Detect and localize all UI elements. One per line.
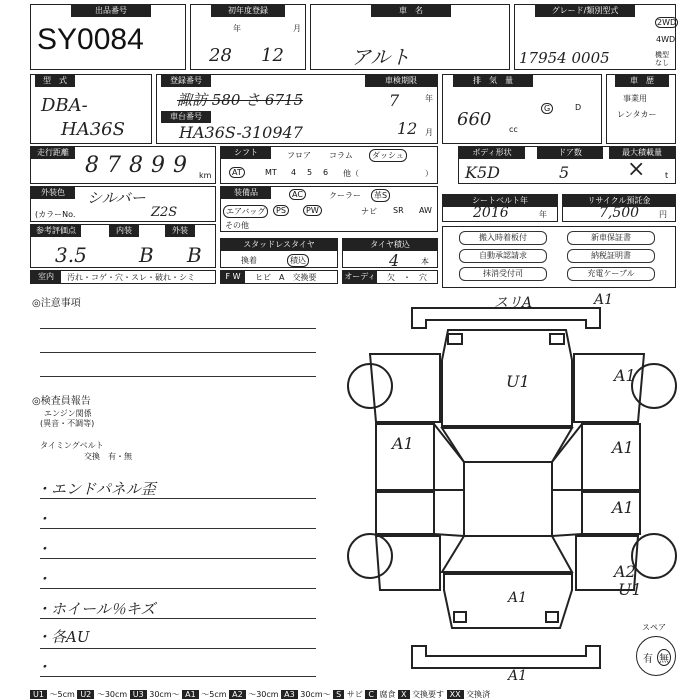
note-rule-6 <box>40 648 316 649</box>
drive-2wd: 2WD <box>657 18 677 27</box>
fw-items: ヒビ A 交換要 <box>255 273 317 282</box>
caution-line-1 <box>40 328 316 329</box>
shift-6: 6 <box>323 168 329 177</box>
mileage-label: 走行距離 <box>31 147 75 159</box>
insp-month: 12 <box>397 119 418 138</box>
windshield <box>442 428 572 462</box>
rear-window <box>442 536 572 572</box>
insp-year: 7 <box>389 91 400 110</box>
note-rule-7 <box>40 676 316 677</box>
shift-mt: MT <box>265 168 277 177</box>
first-reg-label: 初年度登録 <box>211 5 285 17</box>
interior-condition-label: 室内 <box>31 271 61 283</box>
first-reg-year: 28 <box>209 45 232 66</box>
capacity-value: × <box>627 157 646 182</box>
shift-label: シフト <box>221 147 271 159</box>
name-label: 車 名 <box>371 5 451 17</box>
doc-charge-cable: 充電ケーブル <box>567 267 655 281</box>
recycle-value: 7,500 <box>599 205 640 221</box>
capacity-label: 最大積載量 <box>609 147 675 159</box>
color-box <box>30 186 216 222</box>
shift-other: 他（ <box>343 169 359 178</box>
history-business: 事業用 <box>623 94 647 103</box>
engine-sub: (異音・不調等) <box>40 419 95 428</box>
spare-value: 有 <box>643 654 653 665</box>
name-box <box>310 4 510 70</box>
interior-grade-value: B <box>139 243 154 267</box>
body-box <box>458 146 676 184</box>
displacement-box <box>442 74 602 144</box>
interior-condition-box <box>30 270 216 284</box>
grade-label: グレード/類別型式 <box>535 5 635 17</box>
shift-box <box>220 146 438 184</box>
equip-aw: AW <box>419 206 432 215</box>
spare-label: スペア <box>642 623 666 632</box>
tire-unit: 本 <box>421 257 429 266</box>
legend-v-5: 30cm～ <box>300 690 331 699</box>
equip-cooler: クーラー <box>329 191 361 200</box>
doc-tax-certificate: 納税証明書 <box>567 249 655 263</box>
tire-box <box>342 238 438 268</box>
legend-v-2: 30cm～ <box>149 690 180 699</box>
note-line-4: ・ <box>36 570 52 588</box>
equipment-box <box>220 186 438 232</box>
equip-ps: PS <box>273 205 289 216</box>
legend-v-6: サビ <box>346 690 363 699</box>
docs-box <box>442 226 676 288</box>
caution-title: ◎注意事項 <box>32 298 81 309</box>
legend-k-5: A3 <box>281 690 298 699</box>
month-unit: 月 <box>293 24 301 33</box>
equip-sr: SR <box>393 206 404 215</box>
year-unit: 年 <box>233 24 241 33</box>
tire-label: タイヤ積込 <box>343 239 437 251</box>
legend-k-4: A2 <box>229 690 246 699</box>
chassis-label: 車台番号 <box>161 111 211 123</box>
exterior-grade-label: 外装 <box>165 225 195 237</box>
legend-k-9: XX <box>447 690 464 699</box>
capacity-unit: t <box>665 171 669 180</box>
front-right-fender <box>574 354 644 422</box>
studless-load: 積込 <box>287 254 309 267</box>
displacement-label: 排 気 量 <box>453 75 533 87</box>
score-label: 参考評価点 <box>31 225 81 237</box>
studless-swap: 換着 <box>241 256 257 265</box>
first-reg-box <box>190 4 306 70</box>
timing-sub: 交換 有・無 <box>84 452 132 461</box>
model-value-2: HA36S <box>61 119 125 140</box>
seatbelt-year-unit: 年 <box>539 210 547 219</box>
equip-ac: AC <box>289 189 306 200</box>
shift-other-close: ） <box>425 169 433 178</box>
legend-v-9: 交換済 <box>466 690 491 699</box>
rear-left-quarter <box>376 536 440 590</box>
note-rule-4 <box>40 588 316 589</box>
note-rule-5 <box>40 618 316 619</box>
doc-delivery-plate: 搬入時着板付 <box>459 231 547 245</box>
history-label: 車 歴 <box>615 75 669 87</box>
history-box <box>606 74 676 144</box>
first-reg-month: 12 <box>261 45 284 66</box>
color-code: Z2S <box>151 205 178 220</box>
wheel-rear-left <box>348 534 392 578</box>
mark-right-front-door: A1 <box>612 438 634 457</box>
mark-hood: U1 <box>506 372 530 391</box>
score-value: 3.5 <box>55 243 87 267</box>
note-line-5: ・ホイール％キズ <box>36 600 156 618</box>
shift-floor: フロア <box>287 151 311 160</box>
fw-box <box>220 270 338 284</box>
cc-unit: cc <box>509 125 518 134</box>
note-line-7: ・ <box>36 658 52 676</box>
note-rule-3 <box>40 558 316 559</box>
left-rear-door <box>376 492 434 534</box>
right-front-door <box>582 424 640 490</box>
doc-auto-approval: 自動承認請求 <box>459 249 547 263</box>
timing-label: タイミングベルト <box>40 441 104 450</box>
equip-navi: ナビ <box>361 207 377 216</box>
drive-4wd: 4WD <box>656 35 676 44</box>
displacement-value: 660 <box>457 109 492 130</box>
doors-label: ドア数 <box>537 147 603 159</box>
doc-deregistration: 抹消受付司 <box>459 267 547 281</box>
left-side-lines <box>434 424 464 536</box>
lot-box <box>30 4 186 70</box>
doc-warranty: 新車保証書 <box>567 231 655 245</box>
legend-v-3: ～5cm <box>201 690 227 699</box>
drive-none: 機型なし <box>655 51 669 67</box>
front-left-fender <box>370 354 440 422</box>
legend-v-7: 腐食 <box>379 690 396 699</box>
mark-trunk: A1 <box>508 590 528 606</box>
lot-label: 出品番号 <box>71 5 151 17</box>
car-name: アルト <box>351 45 411 69</box>
fuel-g: G <box>541 103 553 114</box>
legend-v-4: ～30cm <box>248 690 279 699</box>
inspection-label: 車検期限 <box>365 75 437 87</box>
seatbelt-box <box>442 194 558 222</box>
mileage-value: 87899 <box>85 153 195 178</box>
seatbelt-label: シートベルト年 <box>443 195 557 207</box>
lot-number: SY0084 <box>37 23 144 56</box>
legend-v-1: ～30cm <box>96 690 128 699</box>
audio-box <box>342 270 438 293</box>
mark-right-quarter-u1: U1 <box>618 580 642 599</box>
caution-line-2 <box>40 352 316 353</box>
equip-other: その他 <box>225 221 249 230</box>
model-label: 型 式 <box>35 75 75 87</box>
legend-k-2: U3 <box>130 690 147 699</box>
fuel-d: D <box>575 103 582 112</box>
grade-value: 17954 0005 <box>519 49 610 67</box>
color-no-label: (カラーNo. <box>35 210 76 219</box>
chassis-value: HA36S-310947 <box>179 123 303 142</box>
trunk-mark-left <box>454 612 466 622</box>
body-value: K5D <box>465 163 500 182</box>
audio-items: 欠 ・ 穴 <box>387 273 427 282</box>
note-line-6: ・各AU <box>36 628 90 646</box>
model-value-1: DBA- <box>41 95 88 116</box>
recycle-label: リサイクル預託金 <box>563 195 675 207</box>
reg-label: 登録番号 <box>161 75 211 87</box>
equip-leather: 革S <box>371 189 390 202</box>
shift-5: 5 <box>307 168 313 177</box>
score-box <box>30 224 216 268</box>
equipment-label: 装備品 <box>221 187 271 199</box>
trunk-mark-right <box>546 612 558 622</box>
mark-left-door: A1 <box>392 434 414 453</box>
reg-value: 諏訪 580 さ 6715 <box>177 91 304 109</box>
equip-pw: PW <box>303 205 322 216</box>
right-side-lines <box>552 424 582 536</box>
engine-label: エンジン関係 <box>44 409 92 418</box>
legend-k-8: X <box>398 690 409 699</box>
note-line-3: ・ <box>36 540 52 558</box>
model-box <box>30 74 152 144</box>
recycle-box <box>562 194 676 222</box>
legend-k-6: S <box>333 690 344 699</box>
note-line-1: ・エンドパネル歪 <box>36 480 156 498</box>
history-rental: レンタカー <box>617 110 657 119</box>
fw-label: F W <box>221 271 245 283</box>
audio-label: オーディオ <box>344 272 376 293</box>
color-value: シルバー <box>87 189 146 207</box>
wheel-front-right <box>632 364 676 408</box>
legend-k-3: A1 <box>182 690 199 699</box>
mark-rear-bumper: A1 <box>508 668 528 684</box>
legend-k-1: U2 <box>77 690 94 699</box>
reg-box <box>156 74 438 144</box>
legend-v-8: 交換要す <box>412 690 445 699</box>
insp-month-unit: 月 <box>425 128 433 137</box>
caution-line-3 <box>40 376 316 377</box>
shift-dash: ダッシュ <box>369 149 407 162</box>
note-rule-2 <box>40 528 316 529</box>
hood-mark-right <box>550 334 564 344</box>
note-rule-1 <box>40 498 316 499</box>
studless-box <box>220 238 338 268</box>
mark-front-bumper: スリA <box>494 295 533 311</box>
inspector-title: ◎検査員報告 <box>32 396 91 407</box>
hood-mark-left <box>448 334 462 344</box>
legend-k-0: U1 <box>30 690 47 699</box>
mark-right-fender: A1 <box>614 366 636 385</box>
equip-airbag: エアバッグ <box>223 205 268 218</box>
mark-front-bumper-2: A1 <box>594 292 614 308</box>
doors-value: 5 <box>559 163 570 182</box>
studless-label: スタッドレスタイヤ <box>221 239 337 251</box>
mark-right-rear-door: A1 <box>612 498 634 517</box>
shift-at: AT <box>229 167 245 178</box>
legend <box>30 690 490 700</box>
shift-4: 4 <box>291 168 297 177</box>
legend-v-0: ～5cm <box>49 690 75 699</box>
interior-condition-items: 汚れ・コゲ・穴・スレ・破れ・シミ <box>67 273 195 282</box>
mileage-box <box>30 146 216 184</box>
shift-column: コラム <box>329 151 353 160</box>
wheel-front-left <box>348 364 392 408</box>
spare-none: 無 <box>657 649 671 666</box>
note-line-2: ・ <box>36 510 52 528</box>
mark-right-quarter-a2: A2 <box>614 562 636 581</box>
exterior-grade-value: B <box>187 243 202 267</box>
insp-year-unit: 年 <box>425 94 433 103</box>
roof <box>464 462 552 536</box>
seatbelt-value: 2016 <box>473 205 509 221</box>
rear-bumper <box>412 646 600 668</box>
yen-unit: 円 <box>659 210 667 219</box>
interior-grade-label: 内装 <box>109 225 139 237</box>
grade-box <box>514 4 676 70</box>
tire-value: 4 <box>389 251 400 270</box>
km-unit: km <box>199 171 212 180</box>
color-label: 外装色 <box>31 187 75 199</box>
body-label: ボディ形状 <box>459 147 525 159</box>
legend-k-7: C <box>365 690 377 699</box>
